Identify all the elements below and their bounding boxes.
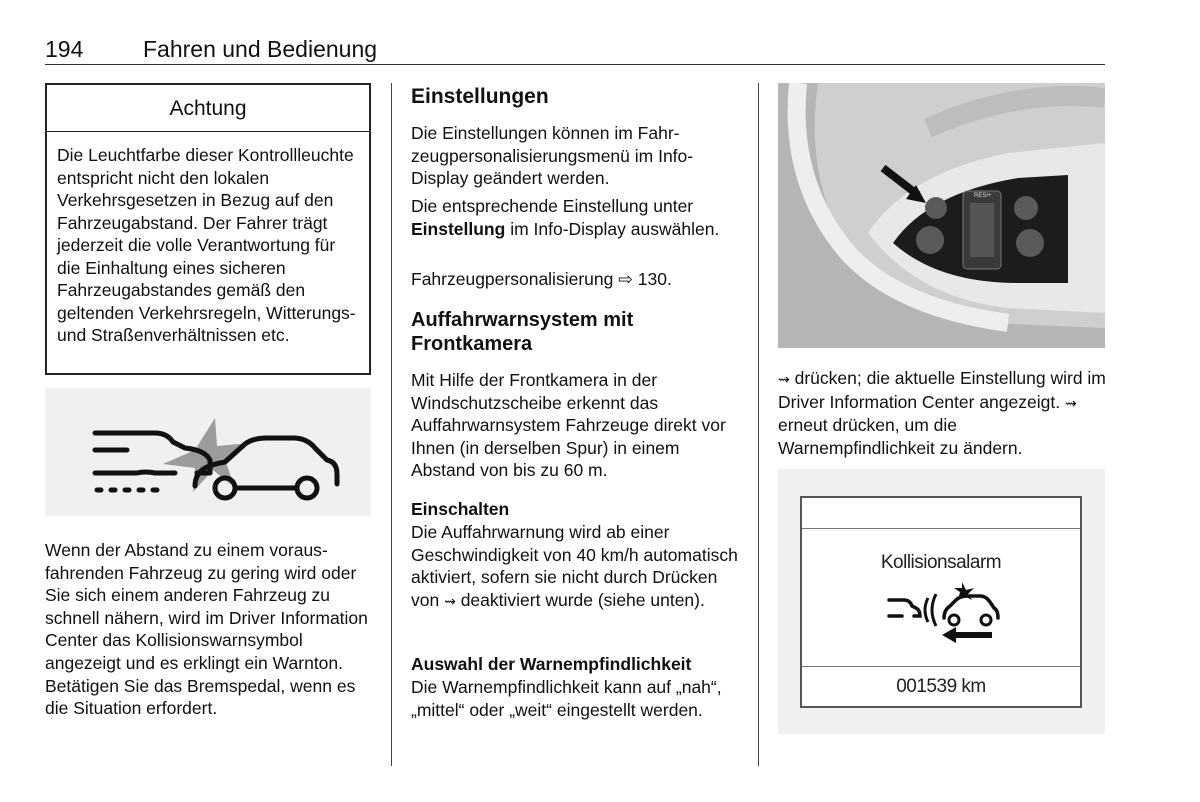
resume-label: RES/+ — [974, 193, 992, 199]
sensitivity-paragraph: Die Warnempfindlichkeit kann auf „nah“, „mittel“ oder „weit“ eingestellt werden. — [411, 677, 722, 720]
dic-screen — [800, 496, 1082, 708]
collision-alert-button-icon: ⇝ — [1064, 394, 1077, 411]
dic-odometer: 001539 km — [896, 676, 986, 697]
page-reference-arrow-icon: ⇨ — [618, 269, 633, 289]
settings-p2-post: im Info-Display auswählen. — [510, 218, 720, 239]
settings-ref-page[interactable]: 130. — [637, 269, 672, 289]
activation-paragraph — [411, 521, 746, 612]
settings-p2-pre: Die entsprechende Einstellung unter — [411, 196, 694, 216]
settings-heading: Einstellungen — [411, 85, 549, 108]
warning-text: Die Leuchtfarbe dieser Kontrollleuchte entspricht nicht den lokalen Verkehrsgesetzen in Bezug auf den Fahrzeugabstand. Der Fahrer trägt jederzeit die volle Verantwortung für die Einhaltung eines sicheren Fahrzeugabstandes gemäß den geltenden Verkehrsregeln, Witterungs- und Straßenverhältnissen etc. — [57, 145, 356, 345]
page-number: 194 — [45, 36, 84, 62]
settings-reference — [411, 268, 741, 291]
activation-text-post: deaktiviert wurde (siehe unten). — [460, 589, 705, 610]
fcw-heading-line-1: Auffahrwarnsystem mit — [411, 309, 634, 331]
warning-box — [45, 83, 371, 375]
instruction-text-a: drücken; die aktuelle Einstellung wird im Driver Information Center angezeigt. — [778, 368, 1106, 412]
settings-p2-bold: Einstellung — [411, 218, 506, 239]
collision-description: Wenn der Abstand zu einem vorausfahrenden Fahrzeug zu gering wird oder Sie sich einem anderen Fahrzeug zu schnell nähern, wird im Driver Information Center das Kollisionswarnsymbol angezeigt und es erklingt ein Warnton. Betätigen Sie das Bremspedal, wenn es die Situation erfordert. — [45, 540, 368, 719]
fcw-heading-line-2: Frontkamera — [411, 333, 533, 355]
collision-illustration — [45, 388, 371, 516]
activation-text-pre: Die Auffahrwarnung wird ab einer Geschwindigkeit von 40 km/h automatisch aktiviert, sofern sie nicht durch Drücken von — [411, 522, 738, 610]
sensitivity-heading: Auswahl der Warnempfindlichkeit — [411, 654, 692, 674]
dic-title: Kollisionsalarm — [880, 552, 1002, 573]
collision-alert-icon — [884, 582, 1004, 644]
warning-title: Achtung — [47, 85, 369, 132]
fcw-heading — [411, 308, 741, 356]
activation-heading: Einschalten — [411, 499, 510, 519]
dic-display-illustration — [778, 469, 1105, 734]
collision-alert-button-icon: ⇝ — [444, 592, 456, 609]
chapter-title: Fahren und Bedienung — [143, 36, 378, 62]
sensitivity-instruction — [778, 367, 1108, 459]
instruction-text-b: erneut drücken, um die Warnempfindlichkeit zu ändern. — [778, 415, 1023, 458]
steering-wheel-icon — [778, 83, 1105, 348]
settings-paragraph-1: Die Einstellungen können im Fahrzeugpersonalisierungsmenü im Info-Display geändert werden. — [411, 123, 694, 189]
settings-paragraph-2 — [411, 195, 741, 240]
column-divider-1 — [391, 83, 392, 766]
column-divider-2 — [758, 83, 759, 766]
steering-wheel-photo — [778, 83, 1105, 348]
collision-cars-icon — [45, 388, 371, 516]
collision-alert-button-icon: ⇝ — [778, 371, 790, 387]
header-divider — [45, 64, 1105, 65]
settings-ref-text: Fahrzeugpersonalisierung — [411, 269, 614, 289]
fcw-paragraph: Mit Hilfe der Frontkamera in der Windschutzscheibe erkennt das Auffahrwarnsystem Fahrzeuge direkt vor Ihnen (in derselben Spur) in einem Abstand von bis zu 60 m. — [411, 370, 726, 481]
